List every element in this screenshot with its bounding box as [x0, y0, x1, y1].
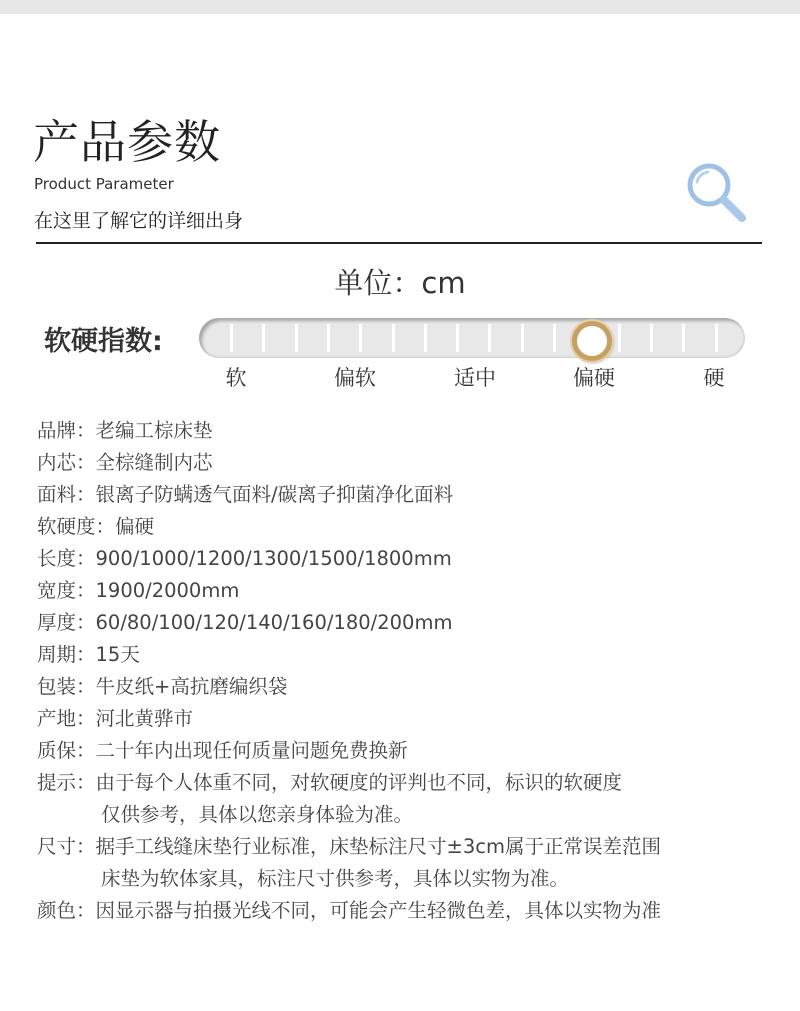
spec-value: 因显示器与拍摄光线不同，可能会产生轻微色差，具体以实物为准 — [95, 899, 662, 922]
spec-key: 产地： — [37, 707, 96, 730]
spec-value: 15天 — [95, 643, 140, 666]
slider-segment-divider — [618, 324, 621, 352]
scale-label-medium: 适中 — [454, 366, 496, 390]
scale-label-slightly-soft: 偏软 — [334, 366, 376, 390]
spec-value: 据手工线缝床垫行业标准，床垫标注尺寸±3cm属于正常误差范围 — [95, 835, 661, 858]
slider-segment-divider — [553, 324, 556, 352]
scale-label-firm: 硬 — [703, 366, 725, 390]
slider-segment-divider — [488, 324, 491, 352]
spec-row-tip — [37, 768, 622, 798]
slider-segment-divider — [682, 324, 685, 352]
spec-key: 尺寸： — [37, 835, 96, 858]
spec-key: 厚度： — [37, 611, 96, 634]
spec-key: 面料： — [37, 483, 96, 506]
spec-key: 质保： — [37, 739, 96, 762]
slider-segment-divider — [230, 324, 233, 352]
slider-segment-divider — [262, 324, 265, 352]
spec-value: 牛皮纸+高抗磨编织袋 — [95, 675, 288, 698]
spec-key: 内芯： — [37, 451, 96, 474]
spec-row-length — [37, 544, 452, 574]
scale-label-soft: 软 — [225, 366, 247, 390]
spec-key: 颜色： — [37, 899, 96, 922]
spec-key: 包装： — [37, 675, 96, 698]
spec-row-packaging — [37, 672, 287, 702]
spec-row-color — [37, 896, 661, 926]
spec-value: 1900/2000mm — [95, 579, 240, 602]
slider-segment-divider — [650, 324, 653, 352]
slider-segment-divider — [327, 324, 330, 352]
spec-value: 全棕缝制内芯 — [95, 451, 213, 474]
slider-segment-divider — [715, 324, 718, 352]
spec-key: 提示： — [37, 771, 96, 794]
header-divider — [36, 242, 762, 244]
spec-key: 周期： — [37, 643, 96, 666]
spec-key: 长度： — [37, 547, 96, 570]
spec-value: 由于每个人体重不同，对软硬度的评判也不同，标识的软硬度 — [95, 771, 623, 794]
unit-label: 单位：cm — [334, 266, 466, 300]
spec-value: 河北黄骅市 — [95, 707, 194, 730]
hardness-index-label: 软硬指数: — [44, 326, 163, 357]
page-subtitle: 在这里了解它的详细出身 — [34, 210, 244, 232]
spec-key: 软硬度： — [37, 515, 116, 538]
spec-row-brand — [37, 416, 213, 446]
spec-row-thickness — [37, 608, 452, 638]
hardness-slider-track — [199, 318, 745, 358]
spec-row-width — [37, 576, 239, 606]
slider-segment-divider — [424, 324, 427, 352]
slider-segment-divider — [521, 324, 524, 352]
search-icon — [684, 160, 750, 226]
scale-label-slightly-firm: 偏硬 — [573, 366, 615, 390]
spec-value: 二十年内出现任何质量问题免费换新 — [95, 739, 408, 762]
page-title: 产品参数 — [33, 115, 221, 169]
spec-value: 900/1000/1200/1300/1500/1800mm — [95, 547, 452, 570]
spec-value: 偏硬 — [115, 515, 155, 538]
top-gray-bar — [0, 0, 800, 14]
slider-segment-divider — [359, 324, 362, 352]
spec-row-warranty — [37, 736, 408, 766]
spec-value: 银离子防螨透气面料/碳离子抑菌净化面料 — [95, 483, 454, 506]
slider-segment-divider — [456, 324, 459, 352]
hardness-slider-knob — [572, 321, 612, 361]
spec-row-tip-continuation: 仅供参考，具体以您亲身体验为准。 — [101, 803, 414, 826]
spec-row-fabric — [37, 480, 453, 510]
spec-row-core — [37, 448, 213, 478]
slider-segment-divider — [295, 324, 298, 352]
page-title-english: Product Parameter — [34, 175, 174, 193]
spec-row-size — [37, 832, 661, 862]
spec-value: 60/80/100/120/140/160/180/200mm — [95, 611, 453, 634]
slider-segment-divider — [392, 324, 395, 352]
spec-row-firmness — [37, 512, 154, 542]
spec-row-origin — [37, 704, 193, 734]
spec-row-size-continuation: 床垫为软体家具，标注尺寸供参考，具体以实物为准。 — [101, 867, 570, 890]
spec-key: 宽度： — [37, 579, 96, 602]
spec-value: 老编工棕床垫 — [95, 419, 213, 442]
spec-key: 品牌： — [37, 419, 96, 442]
spec-row-cycle — [37, 640, 140, 670]
